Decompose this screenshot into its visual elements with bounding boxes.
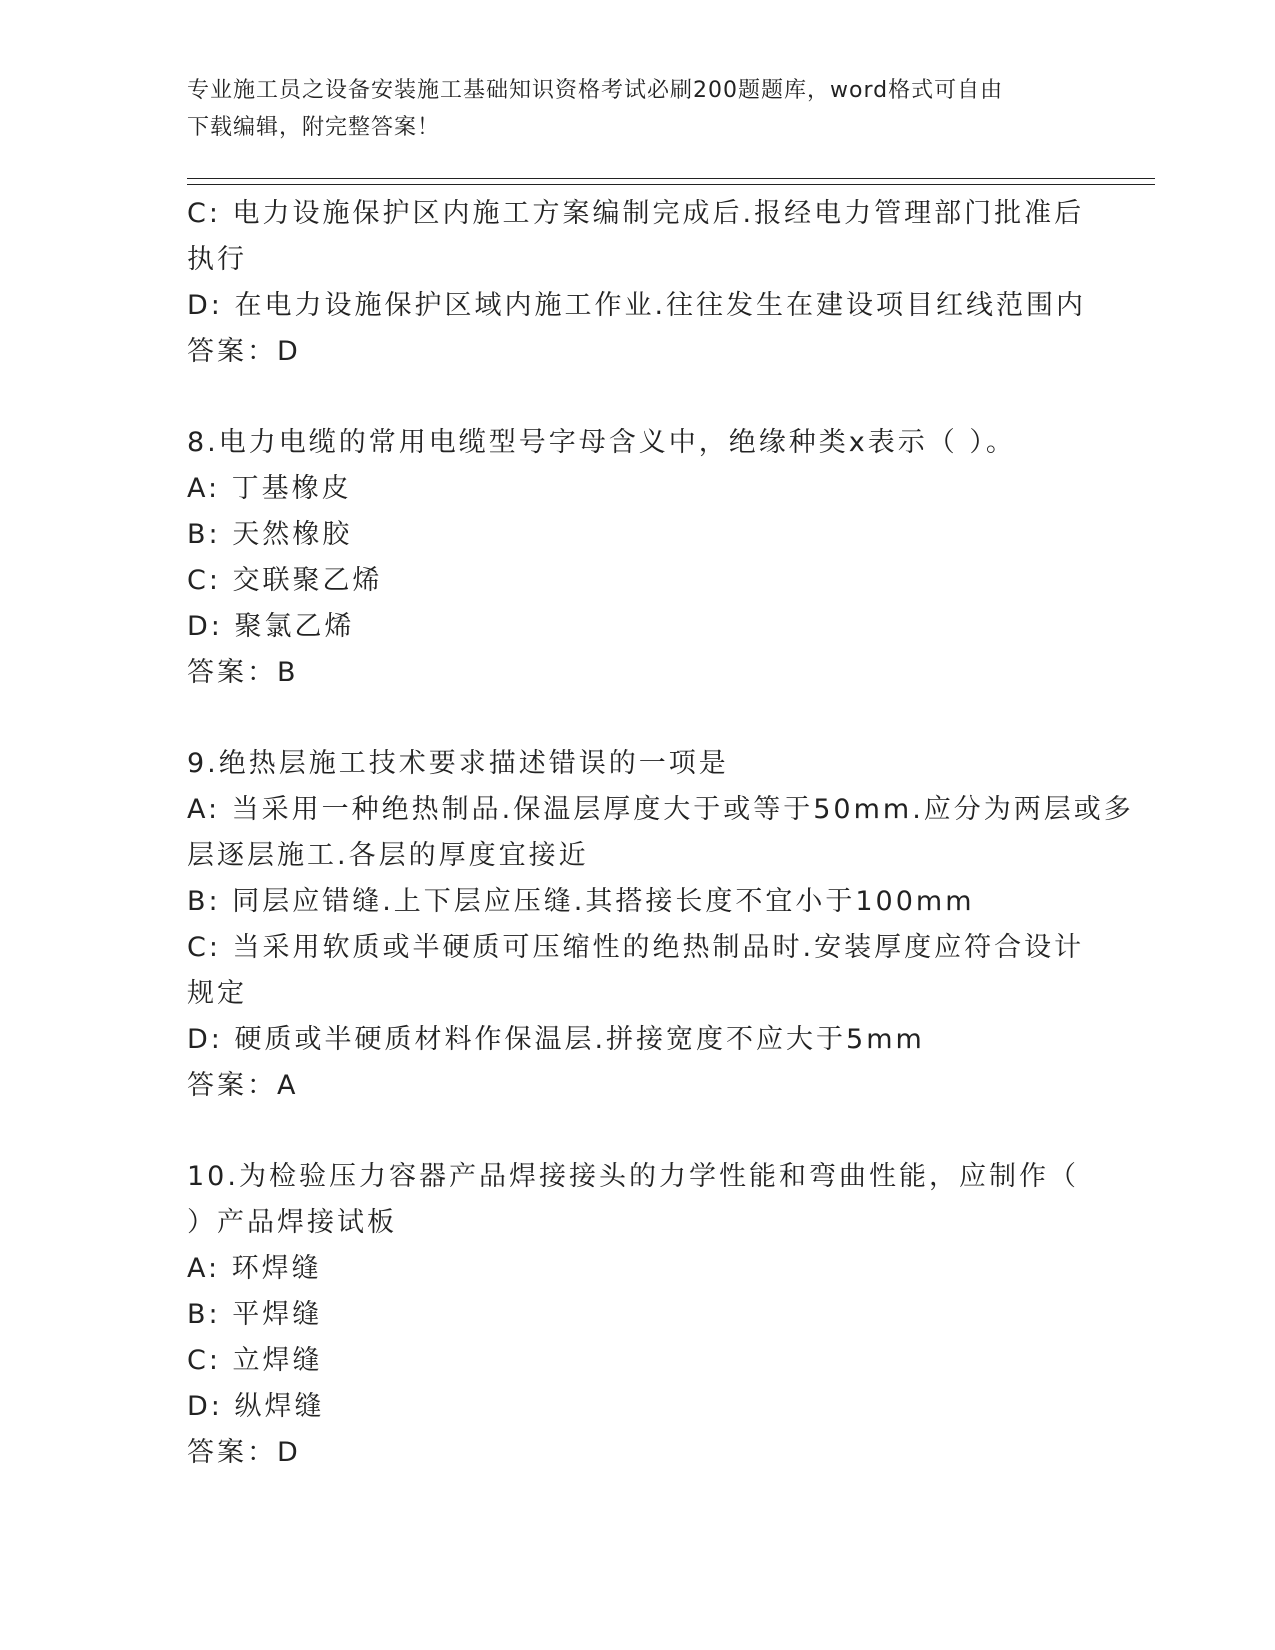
answer: 答案：D xyxy=(187,336,301,367)
question-content xyxy=(187,191,1134,1476)
document-header xyxy=(187,72,1087,146)
header-line-2: 下载编辑，附完整答案！ xyxy=(187,115,441,140)
question-text: 9.绝热层施工技术要求描述错误的一项是 xyxy=(187,748,729,779)
header-line-1: 专业施工员之设备安装施工基础知识资格考试必刷200题题库，word格式可自由 xyxy=(187,78,1004,103)
option-a-line-2: 层逐层施工.各层的厚度宜接近 xyxy=(187,840,589,871)
option-c: C: 交联聚乙烯 xyxy=(187,565,383,596)
option-c-line-2: 执行 xyxy=(187,244,247,275)
question-8 xyxy=(187,420,1087,696)
question-text-line-1: 10.为检验压力容器产品焊接接头的力学性能和弯曲性能，应制作（ xyxy=(187,1161,1079,1192)
option-c-line-1: C: 电力设施保护区内施工方案编制完成后.报经电力管理部门批准后 xyxy=(187,198,1085,229)
question-9 xyxy=(187,741,1134,1109)
option-c-line-1: C: 当采用软质或半硬质可压缩性的绝热制品时.安装厚度应符合设计 xyxy=(187,932,1085,963)
header-divider-bottom xyxy=(187,184,1155,185)
option-d: D: 在电力设施保护区域内施工作业.往往发生在建设项目红线范围内 xyxy=(187,290,1087,321)
option-b: B: 同层应错缝.上下层应压缝.其搭接长度不宜小于100mm xyxy=(187,886,975,917)
option-b: B: 天然橡胶 xyxy=(187,519,353,550)
answer: 答案：D xyxy=(187,1437,301,1468)
option-a-line-1: A: 当采用一种绝热制品.保温层厚度大于或等于50mm.应分为两层或多 xyxy=(187,794,1134,825)
option-d: D: 聚氯乙烯 xyxy=(187,611,355,642)
option-a: A: 丁基橡皮 xyxy=(187,473,352,504)
question-10 xyxy=(187,1154,1087,1476)
answer: 答案：A xyxy=(187,1070,299,1101)
option-d: D: 纵焊缝 xyxy=(187,1391,325,1422)
question-text-line-2: ）产品焊接试板 xyxy=(187,1207,397,1238)
question-text: 8.电力电缆的常用电缆型号字母含义中，绝缘种类x表示（ ）。 xyxy=(187,427,1016,458)
option-b: B: 平焊缝 xyxy=(187,1299,323,1330)
option-a: A: 环焊缝 xyxy=(187,1253,322,1284)
answer: 答案：B xyxy=(187,657,299,688)
question-7-tail xyxy=(187,191,1087,375)
header-divider-top xyxy=(187,178,1155,179)
option-c: C: 立焊缝 xyxy=(187,1345,323,1376)
option-c-line-2: 规定 xyxy=(187,978,247,1009)
option-d: D: 硬质或半硬质材料作保温层.拼接宽度不应大于5mm xyxy=(187,1024,925,1055)
